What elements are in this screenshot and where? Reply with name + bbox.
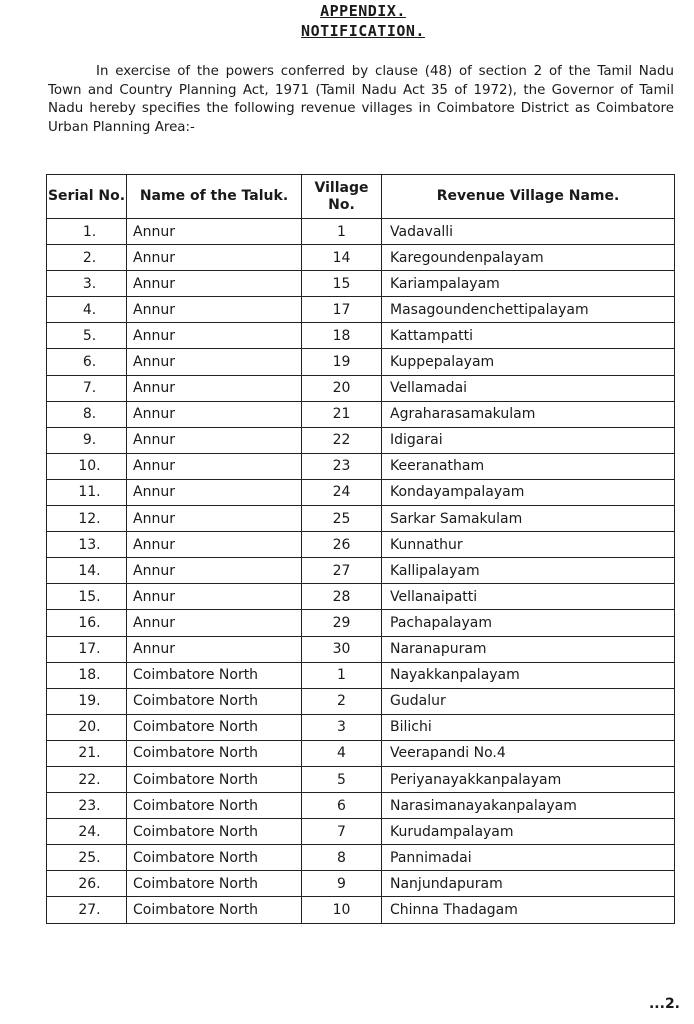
taluk-name-cell: Annur [127, 558, 302, 584]
taluk-name-cell: Annur [127, 479, 302, 505]
village-no-cell: 7 [302, 819, 382, 845]
taluk-name-cell: Coimbatore North [127, 740, 302, 766]
revenue-village-name-cell: Vellamadai [382, 375, 675, 401]
serial-no-cell: 16. [47, 610, 127, 636]
taluk-name-cell: Annur [127, 323, 302, 349]
revenue-village-name-cell: Karegoundenpalayam [382, 245, 675, 271]
revenue-village-name-cell: Gudalur [382, 688, 675, 714]
taluk-name-cell: Coimbatore North [127, 688, 302, 714]
revenue-village-name-cell: Naranapuram [382, 636, 675, 662]
table-row [47, 766, 675, 792]
village-no-cell: 9 [302, 871, 382, 897]
revenue-village-name-cell: Kuppepalayam [382, 349, 675, 375]
village-no-cell: 18 [302, 323, 382, 349]
table-row [47, 897, 675, 923]
taluk-name-cell: Coimbatore North [127, 845, 302, 871]
serial-no-cell: 23. [47, 793, 127, 819]
taluk-name-cell: Annur [127, 532, 302, 558]
revenue-village-name-cell: Agraharasamakulam [382, 401, 675, 427]
village-no-cell: 22 [302, 427, 382, 453]
revenue-village-name-cell: Vellanaipatti [382, 584, 675, 610]
serial-no-cell: 17. [47, 636, 127, 662]
table-row [47, 453, 675, 479]
revenue-village-name-cell: Kattampatti [382, 323, 675, 349]
village-no-cell: 4 [302, 740, 382, 766]
serial-no-cell: 27. [47, 897, 127, 923]
table-row [47, 610, 675, 636]
village-no-cell: 19 [302, 349, 382, 375]
notification-paragraph: In exercise of the powers conferred by clause (48) of section 2 of the Tamil Nadu Town and Country Planning Act, 1971 (Tamil Nadu Act 35 of 1972), the Governor of Tamil Nadu hereby specifies the following revenue villages in Coimbatore District as Coimbatore Urban Planning Area:- [48, 64, 674, 135]
taluk-name-cell: Annur [127, 427, 302, 453]
taluk-name-cell: Annur [127, 610, 302, 636]
revenue-village-name-cell: Kariampalayam [382, 271, 675, 297]
serial-no-cell: 15. [47, 584, 127, 610]
header-village-no: Village No. [302, 175, 382, 219]
table-row [47, 219, 675, 245]
taluk-name-cell: Annur [127, 375, 302, 401]
taluk-name-cell: Coimbatore North [127, 662, 302, 688]
revenue-village-name-cell: Pachapalayam [382, 610, 675, 636]
taluk-name-cell: Annur [127, 245, 302, 271]
taluk-name-cell: Annur [127, 453, 302, 479]
table-row [47, 662, 675, 688]
serial-no-cell: 25. [47, 845, 127, 871]
notification-heading: NOTIFICATION. [301, 22, 425, 40]
serial-no-cell: 5. [47, 323, 127, 349]
village-no-cell: 1 [302, 219, 382, 245]
serial-no-cell: 8. [47, 401, 127, 427]
taluk-name-cell: Coimbatore North [127, 714, 302, 740]
table-row [47, 297, 675, 323]
table-row [47, 349, 675, 375]
revenue-village-name-cell: Bilichi [382, 714, 675, 740]
village-no-cell: 5 [302, 766, 382, 792]
village-no-cell: 3 [302, 714, 382, 740]
table-row [47, 793, 675, 819]
village-no-cell: 14 [302, 245, 382, 271]
table-row [47, 375, 675, 401]
table-row [47, 427, 675, 453]
serial-no-cell: 21. [47, 740, 127, 766]
revenue-village-name-cell: Idigarai [382, 427, 675, 453]
serial-no-cell: 1. [47, 219, 127, 245]
table-header-row [47, 175, 675, 219]
table-row [47, 714, 675, 740]
village-no-cell: 10 [302, 897, 382, 923]
taluk-name-cell: Annur [127, 584, 302, 610]
taluk-name-cell: Annur [127, 506, 302, 532]
village-no-cell: 30 [302, 636, 382, 662]
village-no-cell: 28 [302, 584, 382, 610]
serial-no-cell: 14. [47, 558, 127, 584]
serial-no-cell: 2. [47, 245, 127, 271]
table-row [47, 479, 675, 505]
serial-no-cell: 9. [47, 427, 127, 453]
revenue-village-name-cell: Pannimadai [382, 845, 675, 871]
taluk-name-cell: Annur [127, 271, 302, 297]
table-row [47, 636, 675, 662]
village-no-cell: 6 [302, 793, 382, 819]
revenue-village-name-cell: Chinna Thadagam [382, 897, 675, 923]
table-row [47, 532, 675, 558]
revenue-village-name-cell: Periyanayakkanpalayam [382, 766, 675, 792]
table-row [47, 558, 675, 584]
serial-no-cell: 20. [47, 714, 127, 740]
table-row [47, 401, 675, 427]
revenue-village-name-cell: Kunnathur [382, 532, 675, 558]
table-row [47, 323, 675, 349]
taluk-name-cell: Annur [127, 636, 302, 662]
revenue-village-name-cell: Keeranatham [382, 453, 675, 479]
taluk-name-cell: Annur [127, 349, 302, 375]
serial-no-cell: 7. [47, 375, 127, 401]
revenue-village-name-cell: Veerapandi No.4 [382, 740, 675, 766]
appendix-heading: APPENDIX. [320, 2, 406, 20]
taluk-name-cell: Annur [127, 297, 302, 323]
serial-no-cell: 26. [47, 871, 127, 897]
taluk-name-cell: Coimbatore North [127, 897, 302, 923]
header-revenue-village-name: Revenue Village Name. [382, 175, 675, 219]
serial-no-cell: 18. [47, 662, 127, 688]
taluk-name-cell: Annur [127, 219, 302, 245]
village-no-cell: 21 [302, 401, 382, 427]
table-row [47, 271, 675, 297]
revenue-village-name-cell: Nayakkanpalayam [382, 662, 675, 688]
serial-no-cell: 11. [47, 479, 127, 505]
serial-no-cell: 12. [47, 506, 127, 532]
serial-no-cell: 6. [47, 349, 127, 375]
revenue-village-name-cell: Kallipalayam [382, 558, 675, 584]
revenue-village-name-cell: Narasimanayakanpalayam [382, 793, 675, 819]
village-no-cell: 20 [302, 375, 382, 401]
table-row [47, 584, 675, 610]
revenue-village-name-cell: Kondayampalayam [382, 479, 675, 505]
village-no-cell: 23 [302, 453, 382, 479]
taluk-name-cell: Coimbatore North [127, 871, 302, 897]
taluk-name-cell: Coimbatore North [127, 766, 302, 792]
serial-no-cell: 10. [47, 453, 127, 479]
village-no-cell: 25 [302, 506, 382, 532]
village-no-cell: 15 [302, 271, 382, 297]
villages-table [46, 174, 675, 924]
serial-no-cell: 24. [47, 819, 127, 845]
table-row [47, 845, 675, 871]
page-continuation-marker: ...2. [648, 996, 680, 1012]
village-no-cell: 8 [302, 845, 382, 871]
village-no-cell: 24 [302, 479, 382, 505]
village-no-cell: 1 [302, 662, 382, 688]
table-row [47, 506, 675, 532]
revenue-village-name-cell: Vadavalli [382, 219, 675, 245]
village-no-cell: 26 [302, 532, 382, 558]
taluk-name-cell: Coimbatore North [127, 819, 302, 845]
village-no-cell: 27 [302, 558, 382, 584]
table-row [47, 688, 675, 714]
serial-no-cell: 19. [47, 688, 127, 714]
revenue-village-name-cell: Nanjundapuram [382, 871, 675, 897]
serial-no-cell: 4. [47, 297, 127, 323]
table-row [47, 245, 675, 271]
village-no-cell: 2 [302, 688, 382, 714]
header-taluk-name: Name of the Taluk. [127, 175, 302, 219]
village-no-cell: 29 [302, 610, 382, 636]
serial-no-cell: 3. [47, 271, 127, 297]
table-row [47, 740, 675, 766]
serial-no-cell: 13. [47, 532, 127, 558]
revenue-village-name-cell: Sarkar Samakulam [382, 506, 675, 532]
header-serial-no: Serial No. [47, 175, 127, 219]
table-row [47, 819, 675, 845]
village-no-cell: 17 [302, 297, 382, 323]
taluk-name-cell: Coimbatore North [127, 793, 302, 819]
table-row [47, 871, 675, 897]
revenue-village-name-cell: Masagoundenchettipalayam [382, 297, 675, 323]
taluk-name-cell: Annur [127, 401, 302, 427]
serial-no-cell: 22. [47, 766, 127, 792]
revenue-village-name-cell: Kurudampalayam [382, 819, 675, 845]
